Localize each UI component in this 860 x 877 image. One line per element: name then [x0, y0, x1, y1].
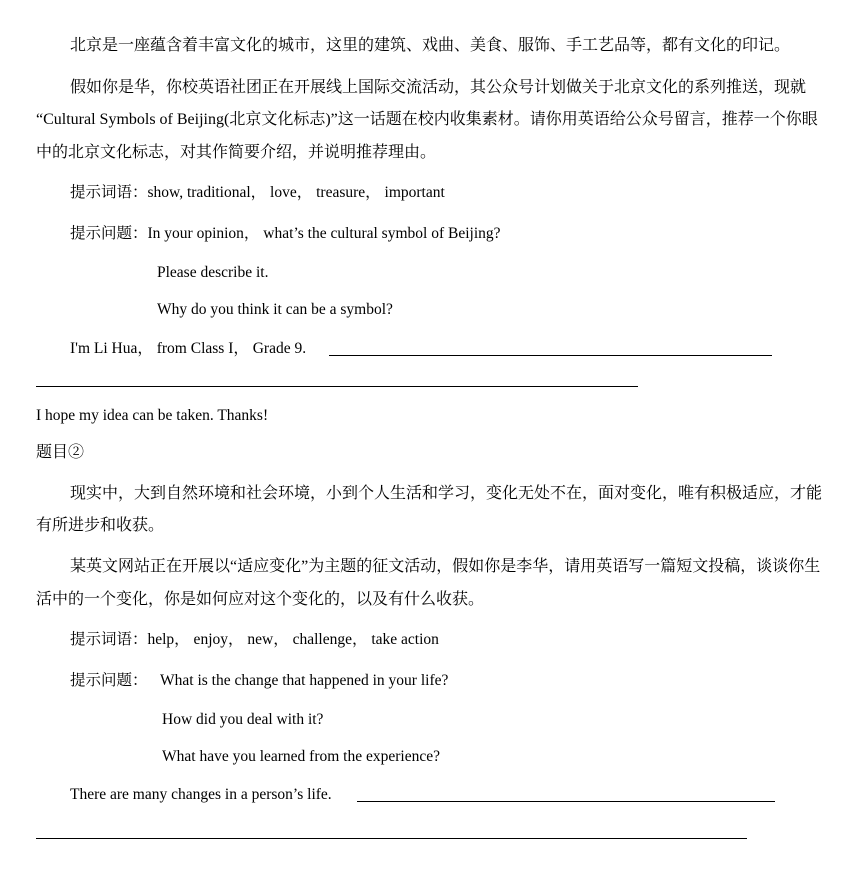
topic2-heading: 题目② [36, 444, 85, 461]
topic2-intro-line-1: 现实中，大到自然环境和社会环境，小到个人生活和学习，变化无处不在，面对变化，唯有积极适应，才能 [70, 485, 823, 502]
answer-blank[interactable] [36, 386, 638, 387]
topic1-hint-question-1: 提示问题：In your opinion， what’s the cultural symbol of Beijing? [70, 225, 501, 242]
topic2-hint-question-2: How did you deal with it? [162, 711, 324, 728]
topic1-hint-question-3: Why do you think it can be a symbol? [157, 301, 393, 318]
topic2-hint-words: 提示词语：help， enjoy， new， challenge， take action [70, 631, 439, 648]
topic2-hint-question-3: What have you learned from the experience? [162, 748, 440, 765]
topic2-hint-label: 提示问题： [70, 672, 148, 689]
topic1-end-line: I hope my idea can be taken. Thanks! [36, 407, 269, 424]
topic1-hint-question-2: Please describe it. [157, 264, 269, 281]
topic1-hint-words: 提示词语：show, traditional， love， treasure， important [70, 184, 445, 201]
topic1-task-line-2: “Cultural Symbols of Beijing(北京文化标志)”这一话题在校内收集素材。请你用英语给公众号留言，推荐一个你眼 [36, 111, 818, 128]
topic1-task-line-1: 假如你是华，你校英语社团正在开展线上国际交流活动，其公众号计划做关于北京文化的系列推送，现就 [70, 79, 807, 96]
topic2-hint-question-1: What is the change that happened in your life? [160, 672, 449, 689]
topic1-task-line-3: 中的北京文化标志，对其作简要介绍，并说明推荐理由。 [36, 144, 437, 161]
answer-blank[interactable] [36, 838, 747, 839]
topic2-task-line-2: 活中的一个变化，你是如何应对这个变化的，以及有什么收获。 [36, 591, 485, 608]
topic1-intro: 北京是一座蕴含着丰富文化的城市，这里的建筑、戏曲、美食、服饰、手工艺品等，都有文化的印记。 [70, 37, 791, 54]
answer-blank[interactable] [329, 355, 772, 356]
topic2-task-line-1: 某英文网站正在开展以“适应变化”为主题的征文活动，假如你是李华，请用英语写一篇短文投稿，谈谈你生 [70, 558, 821, 575]
answer-blank[interactable] [357, 801, 775, 802]
topic2-start-line: There are many changes in a person’s life. [70, 786, 332, 803]
topic2-intro-line-2: 有所进步和收获。 [36, 517, 165, 534]
topic1-start-line: I'm Li Hua， from Class I， Grade 9. [70, 340, 307, 357]
